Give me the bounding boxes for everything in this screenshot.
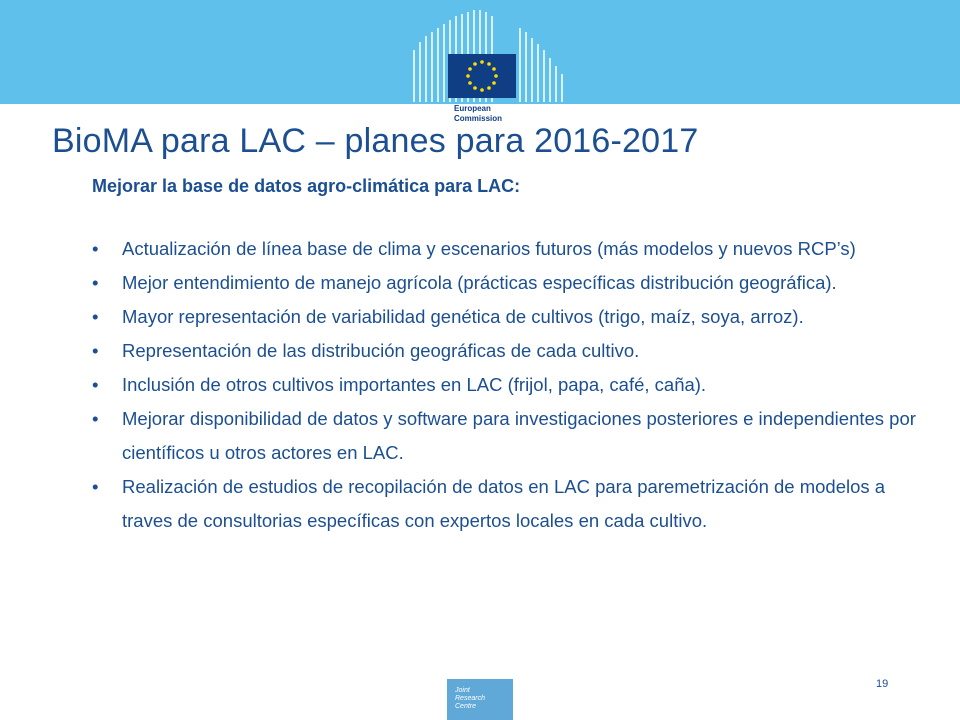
jrc-logo-line: Research — [455, 695, 485, 702]
bullet-text: Representación de las distribución geográficas de cada cultivo. — [122, 340, 640, 361]
ec-logo-wordmark: European Commission — [454, 104, 503, 123]
jrc-logo-line: Joint — [455, 687, 470, 694]
bullet-marker: • — [92, 340, 99, 361]
bullet-marker: • — [92, 374, 99, 395]
bullet-item — [92, 402, 922, 470]
jrc-logo — [447, 679, 513, 720]
bullet-item — [92, 470, 922, 538]
page-number: 19 — [876, 678, 889, 690]
bullet-text: Actualización de línea base de clima y escenarios futuros (más modelos y nuevos RCP’s) — [122, 238, 856, 259]
bullet-text: Realización de estudios de recopilación de datos en LAC para paremetrización de modelos a traves de consultorias específicas con expertos locales en cada cultivo. — [122, 476, 886, 531]
jrc-logo-line: Centre — [455, 703, 477, 710]
bullet-text: Mejorar disponibilidad de datos y software para investigaciones posteriores e independientes por científicos u otros actores en LAC. — [122, 408, 916, 463]
bullet-item — [92, 266, 922, 300]
bullet-marker: • — [92, 238, 99, 259]
european-commission-logo — [408, 6, 568, 130]
bullet-item — [92, 368, 922, 402]
bullet-marker: • — [92, 408, 99, 429]
bullet-marker: • — [92, 272, 99, 293]
bullet-text: Mayor representación de variabilidad genética de cultivos (trigo, maíz, soya, arroz). — [122, 306, 804, 327]
bullet-marker: • — [92, 306, 99, 327]
bullet-item — [92, 334, 922, 368]
bullet-item — [92, 300, 922, 334]
slide-title: BioMA para LAC – planes para 2016-2017 — [52, 122, 699, 160]
section-subheading: Mejorar la base de datos agro-climática para LAC: — [92, 176, 521, 196]
bullet-marker: • — [92, 476, 99, 497]
bullet-text: Inclusión de otros cultivos importantes en LAC (frijol, papa, café, caña). — [122, 374, 707, 395]
bullet-item — [92, 232, 922, 266]
bullet-list — [92, 232, 922, 538]
bullet-text: Mejor entendimiento de manejo agrícola (prácticas específicas distribución geográfica). — [122, 272, 837, 293]
